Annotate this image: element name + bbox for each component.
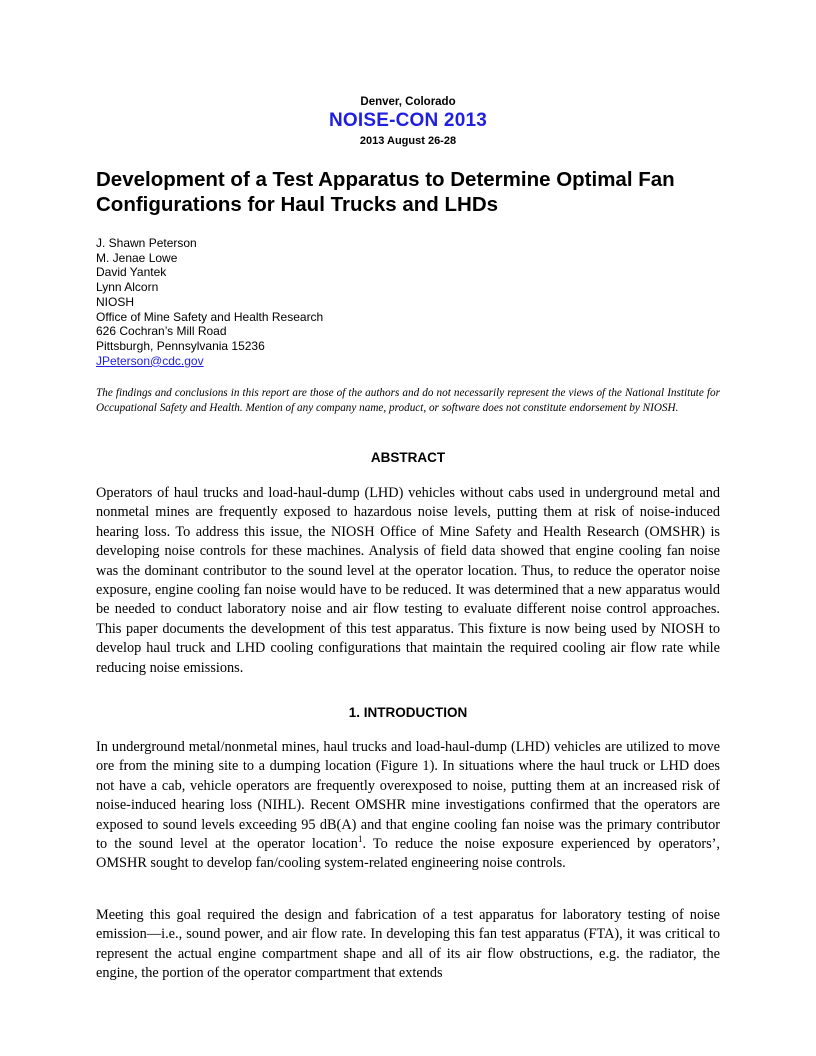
abstract-text: Operators of haul trucks and load-haul-dump (LHD) vehicles without cabs used in underground metal and nonmetal mines are frequently exposed to hazardous noise levels, putting them at risk of noise-induced hearing loss. To address this issue, the NIOSH Office of Mine Safety and Health Research (OMSHR) is developing noise controls for these machines. Analysis of field data showed that engine cooling fan noise was the dominant contributor to the sound level at the operator location. Thus, to reduce the operator noise exposure, engine cooling fan noise would have to be reduced. It was determined that a new apparatus would be needed to conduct laboratory noise and air flow testing to evaluate different noise control approaches. This paper documents the development of this test apparatus. This fixture is now being used by NIOSH to develop haul truck and LHD cooling configurations that maintain the required cooling air flow rate while reducing noise emissions. bbox=[96, 485, 720, 676]
disclaimer: The findings and conclusions in this report are those of the authors and do not necessarily represent the views of the National Institute for Occupational Safety and Health. Mention of any company name, product, or software does not constitute endorsement by NIOSH. bbox=[96, 387, 720, 414]
author-email-link[interactable]: JPeterson@cdc.gov bbox=[96, 353, 204, 368]
affiliation-line: Pittsburgh, Pennsylvania 15236 bbox=[96, 338, 265, 353]
author-name: M. Jenae Lowe bbox=[96, 250, 178, 265]
introduction-text: . To reduce the noise exposure experienced by operators’, OMSHR sought to develop fan/cooling system-related engineering noise controls. bbox=[96, 836, 721, 872]
author-name: Lynn Alcorn bbox=[96, 280, 159, 295]
affiliation-line: 626 Cochran’s Mill Road bbox=[96, 324, 227, 339]
introduction-paragraph-1 bbox=[96, 738, 720, 874]
author-block bbox=[96, 236, 496, 368]
paper-title: Development of a Test Apparatus to Determine Optimal Fan Configurations for Haul Trucks and LHDs bbox=[96, 168, 675, 216]
introduction-heading: 1. INTRODUCTION bbox=[348, 705, 468, 720]
conference-dates: 2013 August 26-28 bbox=[359, 135, 457, 147]
reference-marker: 1 bbox=[357, 834, 363, 845]
introduction-paragraph-2: Meeting this goal required the design and fabrication of a test apparatus for laboratory testing of noise emission—i.e., sound power, and air flow rate. In developing this fan test apparatus (FTA), it was critical to represent the actual engine compartment shape and all of its air flow obstructions, e.g. the radiator, the engine, the portion of the operator compartment that extends bbox=[96, 907, 720, 982]
author-name: J. Shawn Peterson bbox=[96, 236, 197, 250]
conference-name: NOISE-CON 2013 bbox=[328, 110, 488, 131]
author-name: David Yantek bbox=[96, 265, 167, 280]
abstract-heading: ABSTRACT bbox=[370, 450, 446, 465]
introduction-text: In underground metal/nonmetal mines, haul trucks and load-haul-dump (LHD) vehicles are utilized to move ore from the mining site to a dumping location (Figure 1). In situations where the haul truck or LHD does not have a cab, vehicle operators are frequently overexposed to noise, putting them at an increased risk of noise-induced hearing loss (NIHL). Recent OMSHR mine investigations confirmed that the operators are exposed to sound levels exceeding 95 dB(A) and that engine cooling fan noise was the primary contributor to the sound level at the operator location bbox=[96, 739, 720, 853]
affiliation-line: NIOSH bbox=[96, 294, 135, 309]
affiliation-line: Office of Mine Safety and Health Research bbox=[96, 309, 324, 324]
conference-location: Denver, Colorado bbox=[360, 96, 456, 108]
